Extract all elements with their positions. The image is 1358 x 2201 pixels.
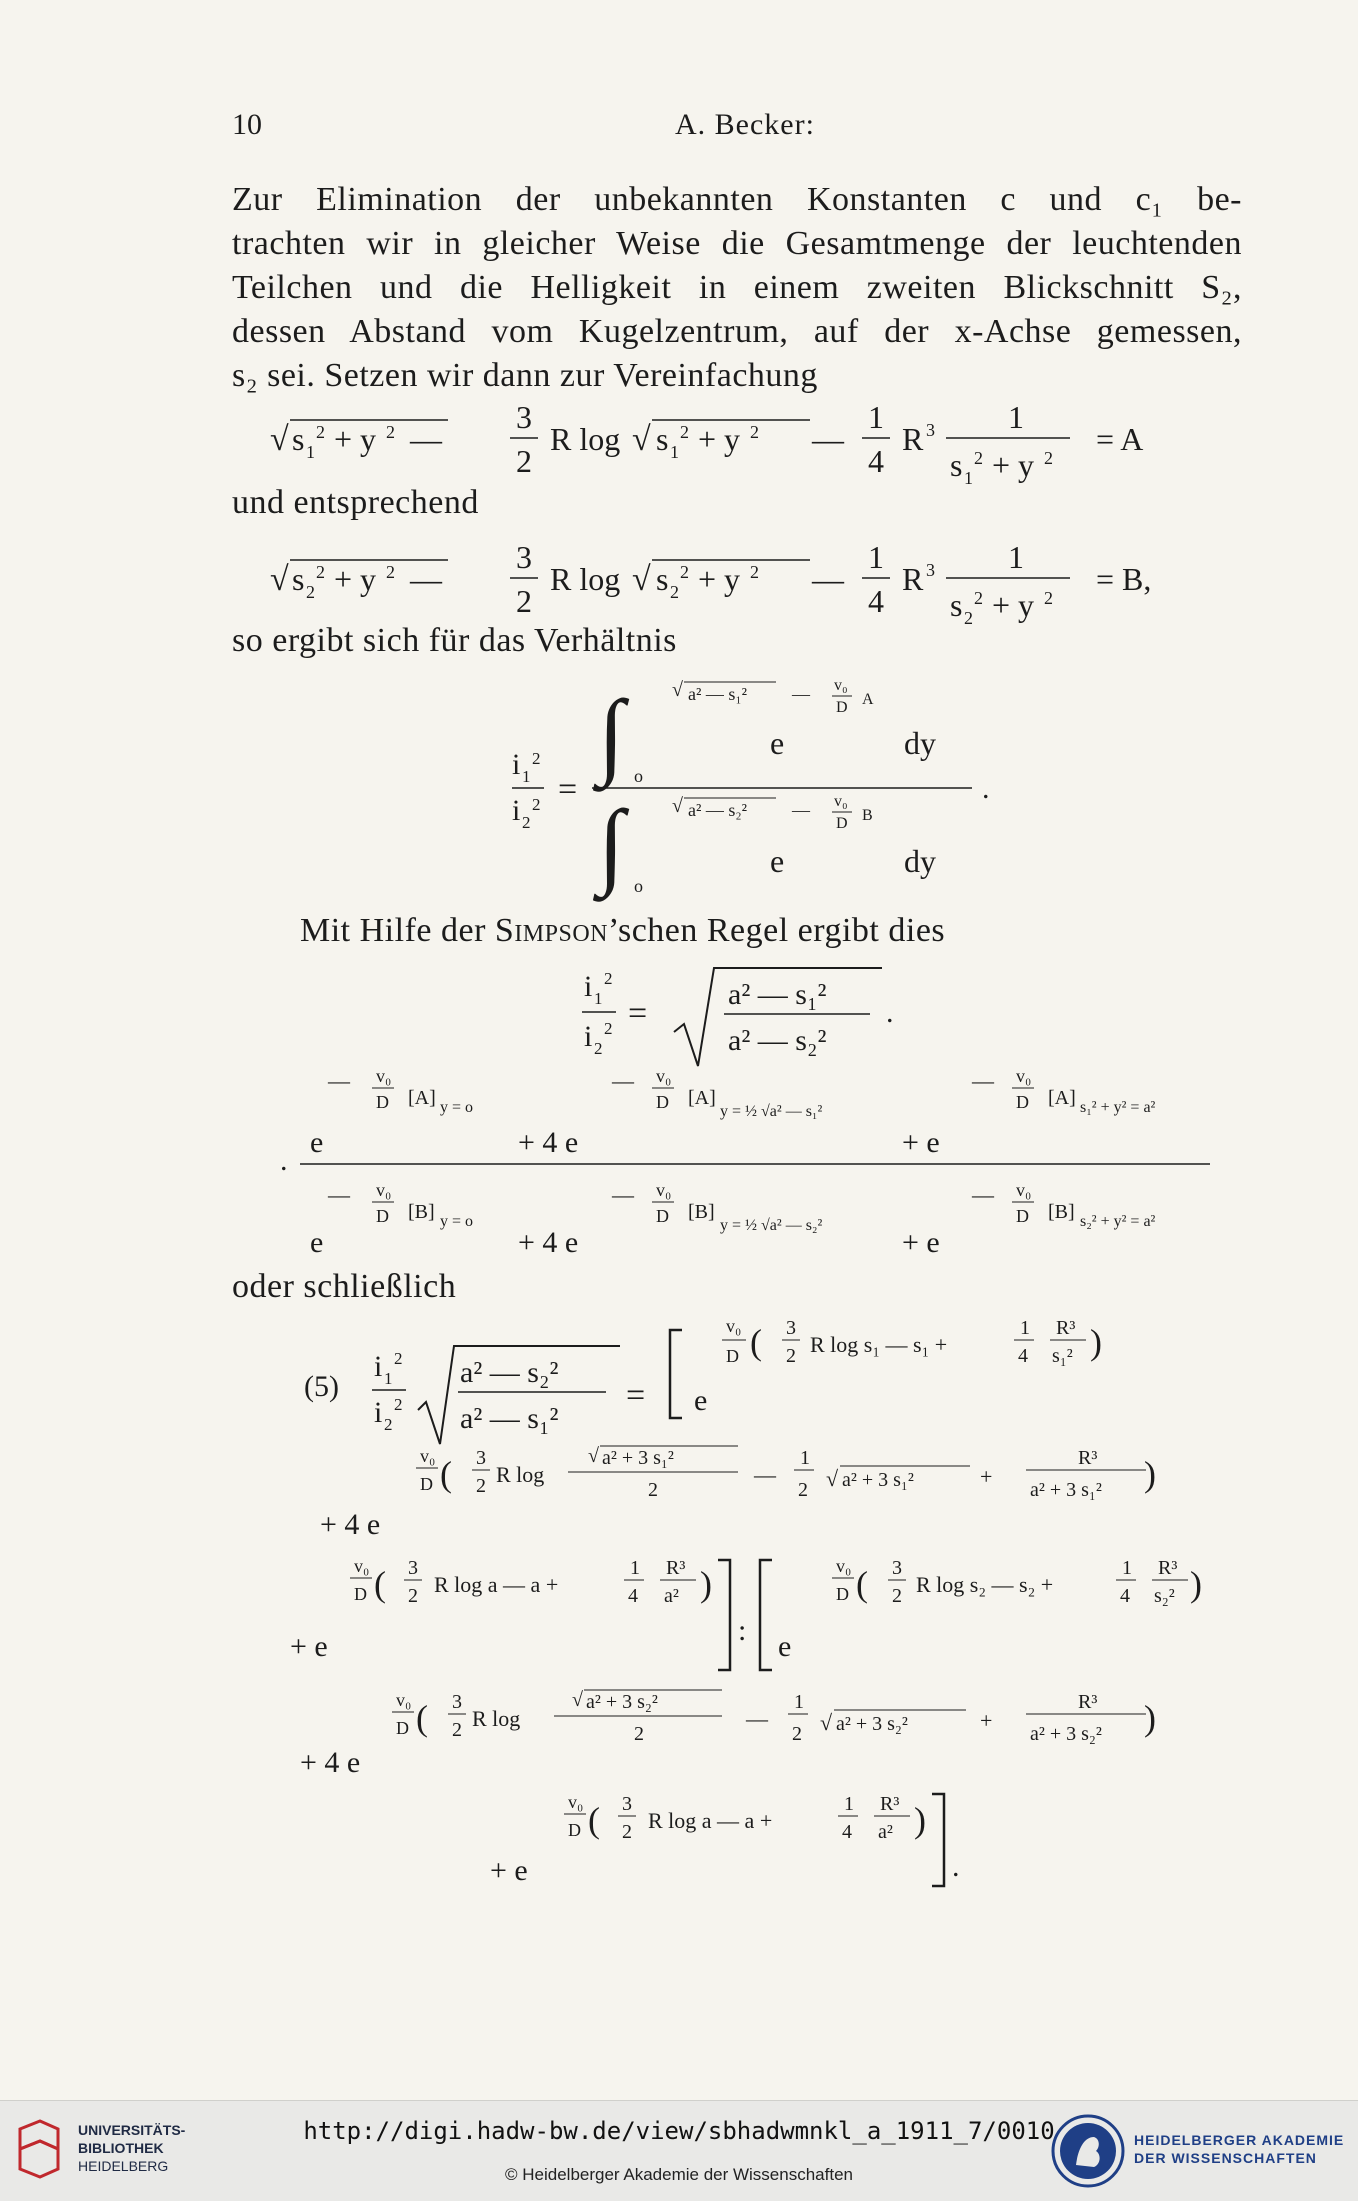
svg-text:2: 2 [798, 1479, 808, 1501]
svg-text:v₀: v₀ [420, 1446, 436, 1466]
svg-text:s: s [656, 561, 669, 597]
svg-text:a² — s₁²: a² — s₁² [728, 978, 827, 1011]
svg-text:—: — [612, 1068, 634, 1093]
svg-text:4: 4 [868, 443, 884, 479]
svg-text:): ) [1144, 1698, 1156, 1738]
permalink-url[interactable]: http://digi.hadw-bw.de/view/sbhadwmnkl_a_1911_7/0010 [303, 2117, 1055, 2145]
svg-text:D: D [354, 1584, 367, 1604]
svg-text:2: 2 [604, 1019, 613, 1038]
svg-text:e: e [770, 843, 785, 879]
svg-text:√: √ [270, 561, 289, 598]
text-line: trachten wir in gleicher Weise die Gesamtmenge der leuchtenden [232, 225, 1242, 262]
svg-text:[A]: [A] [408, 1087, 436, 1109]
exponential-ratio-graphic [280, 1060, 1230, 1260]
svg-text:a² + 3 s₁²: a² + 3 s₁² [1030, 1479, 1102, 1501]
svg-text:+ e: + e [290, 1630, 328, 1663]
text-line: s₂ sei. Setzen wir dann zur Vereinfachung [232, 357, 818, 394]
svg-text:1: 1 [522, 767, 531, 786]
svg-text:s: s [292, 421, 305, 457]
svg-text:2: 2 [452, 1719, 462, 1741]
text-mit-hilfe-part1: Mit Hilfe der [300, 912, 486, 949]
svg-text:s₂²: s₂² [1154, 1585, 1175, 1607]
svg-text:a²: a² [878, 1821, 893, 1843]
svg-text:2: 2 [974, 588, 983, 608]
svg-text:R log a — a +: R log a — a + [648, 1808, 773, 1833]
svg-text:(: ( [374, 1564, 386, 1604]
svg-text:4: 4 [1120, 1585, 1130, 1607]
svg-text:): ) [1090, 1322, 1102, 1362]
svg-text:√: √ [270, 421, 289, 458]
svg-text:D: D [836, 815, 848, 832]
svg-text:—: — [410, 421, 442, 457]
svg-text:i: i [374, 1350, 383, 1383]
svg-text::: : [738, 1614, 747, 1647]
text-line: Teilchen und die Helligkeit in einem zweiten Blickschnitt S₂, [232, 269, 1242, 306]
text-mit-hilfe-part2: ’schen Regel ergibt dies [608, 912, 946, 949]
svg-text:(: ( [856, 1564, 868, 1604]
svg-text:v₀: v₀ [376, 1180, 392, 1200]
footer-bar [0, 2100, 1358, 2201]
svg-text:1: 1 [868, 539, 884, 575]
svg-text:R log: R log [550, 561, 621, 597]
svg-text:= A: = A [1096, 421, 1144, 457]
equation-a [270, 392, 1210, 488]
svg-text:a² + 3 s₂²: a² + 3 s₂² [1030, 1723, 1102, 1745]
svg-text:= B,: = B, [1096, 561, 1152, 597]
svg-text:[B]: [B] [408, 1201, 435, 1223]
svg-text:s: s [950, 447, 963, 483]
svg-text:s: s [656, 421, 669, 457]
svg-text:—: — [972, 1182, 994, 1207]
svg-text:y = o: y = o [440, 1213, 474, 1230]
svg-text:D: D [420, 1474, 433, 1494]
svg-text:—: — [612, 1182, 634, 1207]
svg-text:2: 2 [394, 1395, 403, 1414]
svg-text:v₀: v₀ [376, 1066, 392, 1086]
svg-text:D: D [836, 1584, 849, 1604]
sqrt-ratio-graphic [580, 962, 910, 1072]
svg-text:2: 2 [394, 1349, 403, 1368]
svg-text:R³: R³ [1056, 1317, 1076, 1339]
svg-text:2: 2 [622, 1821, 632, 1843]
svg-text:2: 2 [476, 1475, 486, 1497]
svg-text:a²: a² [664, 1585, 679, 1607]
svg-text:4: 4 [628, 1585, 638, 1607]
svg-text:R³: R³ [1078, 1691, 1098, 1713]
svg-text:s: s [950, 587, 963, 623]
svg-text:e: e [694, 1384, 708, 1417]
svg-text:+ y: + y [334, 421, 377, 457]
svg-text:2: 2 [522, 813, 531, 832]
svg-text:1: 1 [1020, 1317, 1030, 1339]
svg-text:1: 1 [794, 1691, 804, 1713]
svg-text:v₀: v₀ [836, 1556, 852, 1576]
svg-text:e: e [778, 1630, 792, 1663]
svg-text:1: 1 [800, 1447, 810, 1469]
svg-text:+ 4 e: + 4 e [320, 1508, 381, 1541]
library-name-line: HEIDELBERG [78, 2158, 169, 2174]
svg-text:—: — [812, 561, 844, 597]
svg-text:3: 3 [622, 1793, 632, 1815]
svg-text:D: D [656, 1206, 669, 1226]
svg-text:a² — s₂²: a² — s₂² [728, 1024, 827, 1057]
svg-text:a² — s₂²: a² — s₂² [688, 800, 748, 820]
svg-text:1: 1 [306, 442, 315, 462]
svg-text:R³: R³ [1078, 1447, 1098, 1469]
svg-text:2: 2 [386, 562, 395, 582]
svg-text:D: D [376, 1092, 389, 1112]
name-simpson: Simpson [494, 912, 609, 949]
svg-text:v₀: v₀ [568, 1792, 584, 1812]
svg-text:—: — [812, 421, 844, 457]
text-so-ergibt: so ergibt sich für das Verhältnis [232, 622, 677, 659]
copyright-notice: © Heidelberger Akademie der Wissenschaften [505, 2165, 853, 2184]
svg-text:s₁²: s₁² [1052, 1345, 1073, 1367]
svg-text:1: 1 [964, 468, 973, 488]
svg-text:(: ( [416, 1698, 428, 1738]
svg-text:2: 2 [634, 1723, 644, 1745]
svg-text:2: 2 [680, 562, 689, 582]
svg-text:dy: dy [904, 725, 936, 761]
svg-text:a² + 3 s₂²: a² + 3 s₂² [586, 1691, 658, 1713]
svg-text:R log: R log [550, 421, 621, 457]
svg-text:3: 3 [786, 1317, 796, 1339]
paragraph-elimination [232, 178, 1242, 398]
svg-text:o: o [634, 876, 643, 896]
svg-text:1: 1 [868, 399, 884, 435]
svg-text:+ y: + y [698, 561, 741, 597]
svg-text:dy: dy [904, 843, 936, 879]
svg-text:√: √ [672, 679, 683, 701]
svg-text:v₀: v₀ [396, 1690, 412, 1710]
svg-text:+: + [980, 1708, 993, 1733]
svg-text:v₀: v₀ [656, 1066, 672, 1086]
svg-text:[B]: [B] [1048, 1201, 1075, 1223]
svg-text:B: B [862, 807, 873, 824]
svg-text:D: D [376, 1206, 389, 1226]
svg-text:a² — s₂²: a² — s₂² [460, 1356, 559, 1389]
svg-text:1: 1 [1008, 399, 1024, 435]
svg-text:i: i [584, 1020, 593, 1053]
svg-text:R log s₁ — s₁ +: R log s₁ — s₁ + [810, 1332, 948, 1357]
svg-text:2: 2 [386, 422, 395, 442]
svg-text:—: — [792, 684, 810, 704]
svg-text:1: 1 [1122, 1557, 1132, 1579]
svg-text:2: 2 [516, 443, 532, 479]
svg-text:+ y: + y [698, 421, 741, 457]
svg-text:y = ½ √a² — s₁²: y = ½ √a² — s₁² [720, 1103, 823, 1120]
svg-text:2: 2 [892, 1585, 902, 1607]
svg-text:√: √ [820, 1710, 833, 1735]
svg-text:2: 2 [516, 583, 532, 619]
integral-ratio-graphic [512, 670, 992, 910]
svg-text:a² + 3 s₁²: a² + 3 s₁² [842, 1469, 914, 1491]
svg-text:+ e: + e [902, 1226, 940, 1259]
svg-text:2: 2 [384, 1415, 393, 1434]
svg-text:3: 3 [892, 1557, 902, 1579]
equation-b-graphic [270, 532, 1210, 628]
academy-name-line: DER WISSENSCHAFTEN [1134, 2150, 1317, 2166]
svg-text:=: = [558, 771, 578, 808]
svg-text:i: i [374, 1396, 383, 1429]
svg-text:3: 3 [476, 1447, 486, 1469]
svg-text:2: 2 [594, 1039, 603, 1058]
svg-text:s₁² + y² = a²: s₁² + y² = a² [1080, 1099, 1156, 1116]
academy-name [1134, 2131, 1344, 2167]
svg-text:D: D [396, 1718, 409, 1738]
svg-text:): ) [1190, 1564, 1202, 1604]
svg-text:2: 2 [1044, 448, 1053, 468]
svg-text:e: e [310, 1226, 324, 1259]
svg-text:4: 4 [1018, 1345, 1028, 1367]
svg-text:+ e: + e [902, 1126, 940, 1159]
svg-text:2: 2 [750, 422, 759, 442]
svg-text:v₀: v₀ [834, 793, 848, 810]
svg-text:): ) [700, 1564, 712, 1604]
svg-text:√: √ [632, 561, 651, 598]
svg-text:R³: R³ [666, 1557, 686, 1579]
svg-text:+ 4 e: + 4 e [518, 1226, 579, 1259]
svg-text:R³: R³ [880, 1793, 900, 1815]
svg-text:2: 2 [974, 448, 983, 468]
svg-text:—: — [328, 1182, 350, 1207]
svg-text:i: i [584, 970, 593, 1003]
svg-text:+ y: + y [992, 447, 1035, 483]
svg-text:—: — [746, 1706, 768, 1731]
text-mit-hilfe [300, 912, 945, 950]
svg-text:+: + [980, 1464, 993, 1489]
svg-text:∫: ∫ [598, 680, 625, 787]
svg-text:o: o [634, 766, 643, 786]
svg-text:R log: R log [496, 1462, 545, 1487]
svg-text:√: √ [588, 1445, 599, 1467]
svg-text:2: 2 [316, 422, 325, 442]
svg-text:[B]: [B] [688, 1201, 715, 1223]
svg-text:D: D [656, 1092, 669, 1112]
svg-text:=: = [626, 1377, 646, 1414]
svg-text:[A]: [A] [688, 1087, 716, 1109]
svg-text:.: . [952, 1850, 960, 1883]
svg-text:v₀: v₀ [1016, 1066, 1032, 1086]
svg-text:i: i [512, 794, 521, 827]
svg-text:√: √ [632, 421, 651, 458]
text-line: Zur Elimination der unbekannten Konstanten c und c₁ be- [232, 181, 1242, 218]
svg-text:D: D [568, 1820, 581, 1840]
svg-text:.: . [886, 996, 894, 1029]
svg-text:a² + 3 s₂²: a² + 3 s₂² [836, 1713, 908, 1735]
svg-text:2: 2 [316, 562, 325, 582]
svg-text:A: A [862, 691, 874, 708]
svg-text:—: — [972, 1068, 994, 1093]
running-title: A. Becker: [675, 108, 815, 141]
equation-5-label: (5) [304, 1370, 339, 1403]
svg-text:s₂² + y² = a²: s₂² + y² = a² [1080, 1213, 1156, 1230]
svg-text:R³: R³ [1158, 1557, 1178, 1579]
svg-text:2: 2 [532, 795, 541, 814]
svg-text:2: 2 [306, 582, 315, 602]
svg-text:v₀: v₀ [726, 1316, 742, 1336]
svg-text:2: 2 [604, 969, 613, 988]
svg-text:2: 2 [792, 1723, 802, 1745]
svg-text:y = o: y = o [440, 1099, 474, 1116]
svg-text:D: D [726, 1346, 739, 1366]
equation-b [270, 532, 1210, 628]
svg-text:a² — s₁²: a² — s₁² [688, 684, 748, 704]
svg-text:+ y: + y [992, 587, 1035, 623]
academy-name-line: HEIDELBERGER AKADEMIE [1134, 2132, 1345, 2148]
svg-text:e: e [770, 725, 785, 761]
equation-5-graphic [290, 1310, 1230, 1910]
svg-text:a² + 3 s₁²: a² + 3 s₁² [602, 1447, 674, 1469]
svg-text:1: 1 [670, 442, 679, 462]
text-und-entsprechend: und entsprechend [232, 484, 479, 521]
equation-integral-ratio [512, 670, 992, 910]
svg-text:.: . [280, 1144, 288, 1177]
svg-text:v₀: v₀ [834, 677, 848, 694]
svg-text:2: 2 [786, 1345, 796, 1367]
svg-text:): ) [1144, 1454, 1156, 1494]
svg-text:√: √ [572, 1689, 583, 1711]
svg-text:+ y: + y [334, 561, 377, 597]
svg-text:(: ( [440, 1454, 452, 1494]
svg-text:(: ( [750, 1322, 762, 1362]
svg-text:3: 3 [452, 1691, 462, 1713]
svg-text:1: 1 [384, 1369, 393, 1388]
svg-text:e: e [310, 1126, 324, 1159]
svg-text:.: . [982, 772, 990, 805]
svg-text:—: — [754, 1462, 776, 1487]
svg-text:[A]: [A] [1048, 1087, 1076, 1109]
svg-text:4: 4 [868, 583, 884, 619]
svg-text:1: 1 [844, 1793, 854, 1815]
svg-text:—: — [328, 1068, 350, 1093]
equation-5 [290, 1310, 1230, 1910]
svg-text:—: — [410, 561, 442, 597]
svg-text:3: 3 [516, 539, 532, 575]
equation-sqrt-ratio [580, 962, 910, 1072]
svg-text:—: — [792, 800, 810, 820]
svg-text:2: 2 [408, 1585, 418, 1607]
svg-text:2: 2 [670, 582, 679, 602]
svg-text:R: R [902, 421, 924, 457]
page-number: 10 [232, 108, 262, 141]
svg-text:√: √ [826, 1466, 839, 1491]
svg-text:i: i [512, 748, 521, 781]
svg-text:3: 3 [926, 560, 935, 580]
svg-text:R log: R log [472, 1706, 521, 1731]
svg-text:4: 4 [842, 1821, 852, 1843]
svg-text:2: 2 [964, 608, 973, 628]
svg-text:∫: ∫ [598, 790, 625, 897]
svg-text:=: = [628, 995, 648, 1032]
svg-text:(: ( [588, 1800, 600, 1840]
equation-a-graphic [270, 392, 1210, 488]
svg-text:2: 2 [750, 562, 759, 582]
svg-text:3: 3 [926, 420, 935, 440]
svg-text:1: 1 [594, 989, 603, 1008]
svg-text:2: 2 [648, 1479, 658, 1501]
svg-text:y = ½ √a² — s₂²: y = ½ √a² — s₂² [720, 1217, 823, 1234]
svg-text:2: 2 [532, 749, 541, 768]
svg-text:√: √ [672, 795, 683, 817]
svg-text:R: R [902, 561, 924, 597]
svg-text:v₀: v₀ [1016, 1180, 1032, 1200]
svg-text:+ 4 e: + 4 e [300, 1746, 361, 1779]
svg-text:+ 4 e: + 4 e [518, 1126, 579, 1159]
svg-text:1: 1 [630, 1557, 640, 1579]
svg-text:2: 2 [680, 422, 689, 442]
svg-text:3: 3 [408, 1557, 418, 1579]
svg-text:+ e: + e [490, 1854, 528, 1887]
text-oder-schliesslich: oder schließlich [232, 1268, 457, 1305]
svg-text:v₀: v₀ [656, 1180, 672, 1200]
academy-seal-logo-icon [1050, 2113, 1126, 2189]
svg-text:D: D [836, 699, 848, 716]
svg-text:3: 3 [516, 399, 532, 435]
equation-exponential-ratio [280, 1060, 1230, 1260]
svg-text:s: s [292, 561, 305, 597]
svg-text:D: D [1016, 1206, 1029, 1226]
svg-text:a² — s₁²: a² — s₁² [460, 1402, 559, 1435]
svg-text:D: D [1016, 1092, 1029, 1112]
library-name-line: BIBLIOTHEK [78, 2140, 164, 2156]
text-line: dessen Abstand vom Kugelzentrum, auf der x-Achse gemessen, [232, 313, 1242, 350]
library-name-line: UNIVERSITÄTS- [78, 2122, 186, 2138]
svg-text:R log a — a +: R log a — a + [434, 1572, 559, 1597]
svg-text:2: 2 [1044, 588, 1053, 608]
svg-text:v₀: v₀ [354, 1556, 370, 1576]
svg-text:R log s₂ — s₂ +: R log s₂ — s₂ + [916, 1572, 1054, 1597]
svg-text:1: 1 [1008, 539, 1024, 575]
svg-text:): ) [914, 1800, 926, 1840]
